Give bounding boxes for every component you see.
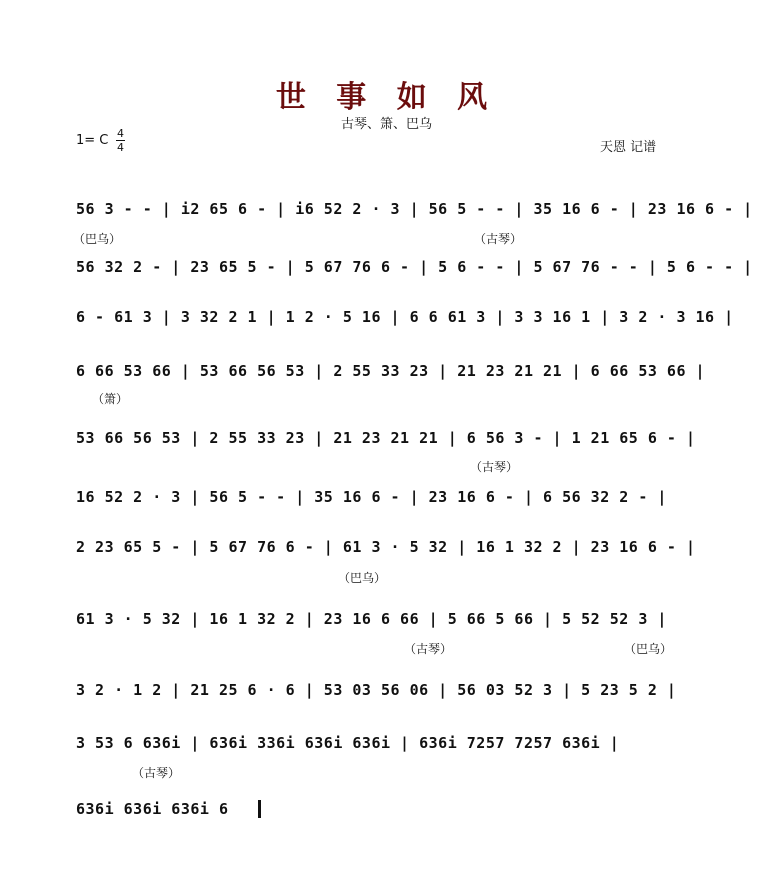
score-row-2 <box>76 258 753 284</box>
final-barline <box>258 800 261 818</box>
score-row-text: 61 3 · 5 32 | 16 1 32 2 | 23 16 6 66 | 5 66 5 66 | 5 52 52 3 | <box>76 610 667 628</box>
score-row-11 <box>76 800 229 826</box>
time-signature-bottom: 4 <box>117 141 124 154</box>
time-signature-top: 4 <box>117 127 124 140</box>
instrument-annotation-guqin: （古琴） <box>474 232 523 246</box>
score-row-text: 56 32 2 - | 23 65 5 - | 5 67 76 6 - | 5 6 - - | 5 67 76 - - | 5 6 - - | <box>76 258 753 276</box>
score-row-text: 53 66 56 53 | 2 55 33 23 | 21 23 21 21 | 6 56 3 - | 1 21 65 6 - | <box>76 429 696 447</box>
score-row-text: 56 3 - - | i2 65 6 - | i6 52 2 · 3 | 56 5 - - | 35 16 6 - | 23 16 6 - | <box>76 200 753 218</box>
score-row-text: 3 53 6 636i | 636i 336i 636i 636i | 636i 7257 7257 636i | <box>76 734 620 752</box>
instrument-annotation-bawu: （巴乌） <box>73 232 122 246</box>
score-row-9 <box>76 681 676 707</box>
score-row-10 <box>76 734 619 760</box>
time-signature <box>116 128 125 153</box>
instrument-annotation-guqin: （古琴） <box>404 642 453 656</box>
score-row-6 <box>76 488 667 514</box>
instrument-annotation-xiao: （箫） <box>92 392 129 406</box>
instrument-annotation-bawu: （巴乌） <box>338 571 387 585</box>
score-row-1 <box>76 200 753 226</box>
score-row-text: 16 52 2 · 3 | 56 5 - - | 35 16 6 - | 23 16 6 - | 6 56 32 2 - | <box>76 488 667 506</box>
instrumentation: 古琴、箫、巴乌 <box>340 117 432 132</box>
transcriber: 天恩 记谱 <box>600 140 657 155</box>
score-row-4 <box>76 362 705 388</box>
score-row-text: 2 23 65 5 - | 5 67 76 6 - | 61 3 · 5 32 | 16 1 32 2 | 23 16 6 - | <box>76 538 696 556</box>
instrument-annotation-guqin: （古琴） <box>132 766 181 780</box>
score-row-5 <box>76 429 696 455</box>
score-row-text: 636i 636i 636i 6 <box>76 800 229 818</box>
score-title: 世 事 如 风 <box>275 80 498 115</box>
score-row-8 <box>76 610 667 636</box>
score-row-3 <box>76 308 734 334</box>
score-row-text: 3 2 · 1 2 | 21 25 6 · 6 | 53 03 56 06 | 56 03 52 3 | 5 23 5 2 | <box>76 681 677 699</box>
score-row-7 <box>76 538 696 564</box>
instrument-annotation-guqin: （古琴） <box>470 460 519 474</box>
score-row-text: 6 66 53 66 | 53 66 56 53 | 2 55 33 23 | 21 23 21 21 | 6 66 53 66 | <box>76 362 706 380</box>
score-row-text: 6 - 61 3 | 3 32 2 1 | 1 2 · 5 16 | 6 6 61 3 | 3 3 16 1 | 3 2 · 3 16 | <box>76 308 734 326</box>
instrument-annotation-bawu: （巴乌） <box>624 642 673 656</box>
key-signature: 1= C <box>76 133 109 148</box>
